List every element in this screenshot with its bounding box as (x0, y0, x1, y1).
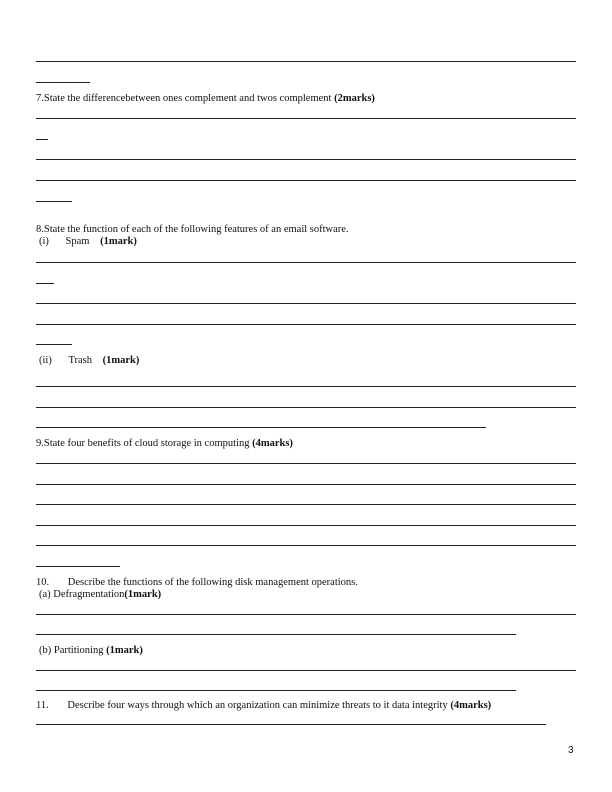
answer-line (36, 634, 516, 635)
answer-line (36, 724, 546, 725)
question-11-number: 11. (36, 700, 49, 711)
question-8-part-i (39, 236, 137, 248)
answer-line (36, 427, 486, 428)
answer-line (36, 201, 72, 202)
part-i-marks: (1mark) (100, 236, 137, 247)
part-i-number: (i) (39, 236, 49, 247)
answer-line (36, 283, 54, 284)
question-10-prompt: Describe the functions of the following disk management operations. (67, 577, 358, 588)
question-10-part-a (39, 589, 161, 601)
answer-line (36, 139, 48, 140)
question-9-prompt: 9.State four benefits of cloud storage in computing (36, 438, 253, 449)
answer-line (36, 566, 120, 567)
answer-line (36, 61, 72, 62)
part-a-marks: (1mark) (124, 589, 162, 600)
question-7-marks: (2marks) (334, 93, 375, 104)
part-ii-label: Trash (68, 355, 92, 366)
answer-line (36, 484, 576, 485)
answer-line (36, 545, 576, 546)
answer-line (36, 525, 576, 526)
answer-line (36, 159, 576, 160)
part-b-label: (b) Partitioning (39, 645, 107, 656)
answer-line (36, 324, 576, 325)
answer-line (36, 344, 72, 345)
question-9 (36, 438, 293, 450)
answer-line (36, 690, 516, 691)
answer-line (36, 180, 576, 181)
answer-line (36, 118, 576, 119)
part-ii-marks: (1mark) (102, 355, 140, 366)
answer-line (36, 463, 576, 464)
part-i-label: Spam (65, 236, 90, 247)
part-a-label: (a) Defragmentation (39, 589, 125, 600)
question-10 (36, 577, 358, 589)
answer-line (36, 262, 576, 263)
answer-line (36, 670, 576, 671)
question-10-number: 10. (36, 577, 50, 588)
answer-line (72, 61, 576, 62)
question-8-part-ii (39, 355, 139, 367)
part-ii-number: (ii) (39, 355, 52, 366)
answer-line (36, 614, 576, 615)
question-9-marks: (4marks) (252, 438, 293, 449)
answer-line (36, 386, 576, 387)
answer-line (36, 82, 90, 83)
answer-line (36, 407, 576, 408)
question-7-prompt: 7.State the differencebetween ones complement and twos complement (36, 93, 335, 104)
answer-line (36, 303, 576, 304)
part-b-marks: (1mark) (106, 645, 143, 656)
question-10-part-b (39, 645, 143, 657)
question-7 (36, 93, 375, 105)
answer-line (36, 504, 576, 505)
question-11-prompt: Describe four ways through which an organization can minimize threats to it data integrity (67, 700, 451, 711)
question-11-marks: (4marks) (450, 700, 492, 711)
question-11 (36, 700, 491, 712)
question-8-prompt: 8.State the function of each of the following features of an email software. (36, 224, 349, 235)
page-number: 3 (568, 745, 574, 756)
